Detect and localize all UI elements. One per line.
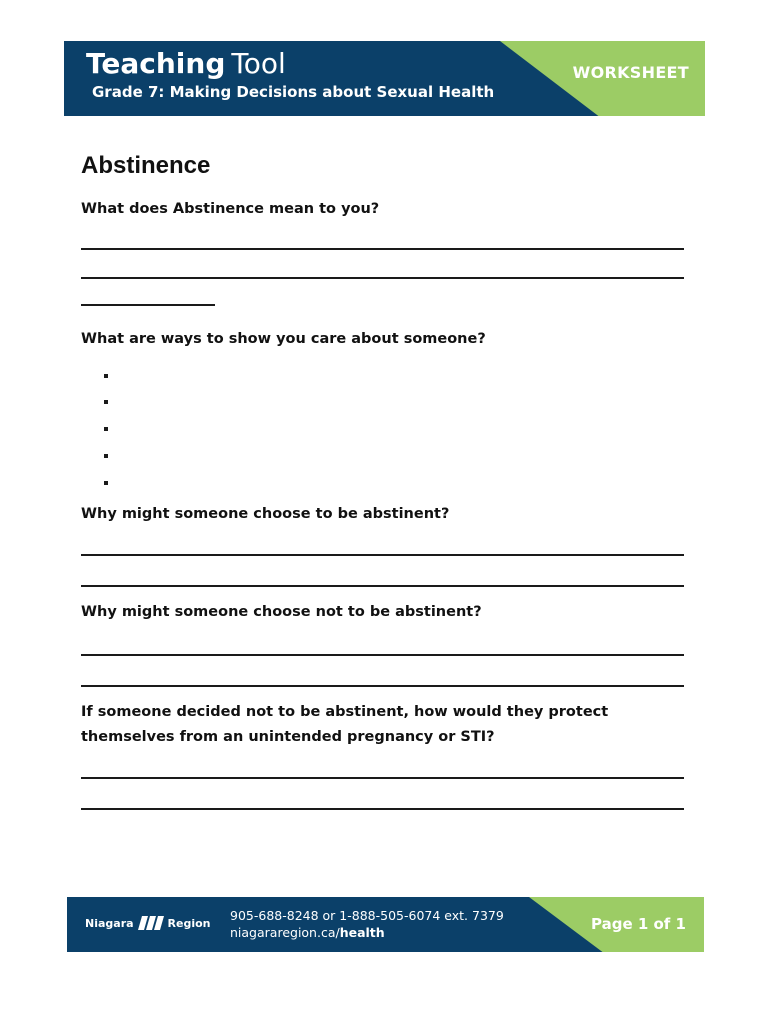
question-5-line-1: If someone decided not to be abstinent, how would they protect bbox=[81, 704, 609, 720]
brand-bold-text: Teaching bbox=[86, 47, 226, 80]
header-banner bbox=[64, 41, 705, 116]
answer-line[interactable] bbox=[81, 304, 215, 306]
brand-title bbox=[86, 47, 286, 80]
niagara-region-logo bbox=[85, 916, 211, 930]
logo-mark-icon bbox=[138, 916, 164, 930]
phone-number: 905-688-8248 or 1-888-505-6074 ext. 7379 bbox=[230, 908, 504, 923]
contact-info bbox=[230, 907, 504, 941]
logo-left-text: Niagara bbox=[85, 916, 134, 930]
bullet-point bbox=[104, 374, 108, 378]
footer-banner bbox=[67, 897, 704, 952]
question-5-line-2: themselves from an unintended pregnancy or STI? bbox=[81, 729, 495, 745]
header-subtitle: Grade 7: Making Decisions about Sexual Health bbox=[92, 83, 495, 101]
answer-line[interactable] bbox=[81, 777, 684, 779]
brand-light-text: Tool bbox=[231, 47, 286, 80]
answer-line[interactable] bbox=[81, 248, 684, 250]
question-2: What are ways to show you care about someone? bbox=[81, 331, 486, 347]
website-link[interactable]: niagararegion.ca/health bbox=[230, 925, 385, 940]
bullet-point bbox=[104, 400, 108, 404]
answer-line[interactable] bbox=[81, 654, 684, 656]
question-3: Why might someone choose to be abstinent? bbox=[81, 506, 450, 522]
bullet-point bbox=[104, 427, 108, 431]
bullet-point bbox=[104, 454, 108, 458]
answer-line[interactable] bbox=[81, 585, 684, 587]
answer-line[interactable] bbox=[81, 685, 684, 687]
question-1: What does Abstinence mean to you? bbox=[81, 201, 380, 217]
logo-right-text: Region bbox=[167, 916, 211, 930]
worksheet-label: WORKSHEET bbox=[572, 63, 689, 82]
answer-line[interactable] bbox=[81, 808, 684, 810]
page-title: Abstinence bbox=[81, 152, 211, 179]
question-4: Why might someone choose not to be abstinent? bbox=[81, 604, 482, 620]
answer-line[interactable] bbox=[81, 554, 684, 556]
bullet-point bbox=[104, 481, 108, 485]
answer-line[interactable] bbox=[81, 277, 684, 279]
question-5 bbox=[81, 700, 608, 750]
page-number: Page 1 of 1 bbox=[591, 915, 686, 933]
